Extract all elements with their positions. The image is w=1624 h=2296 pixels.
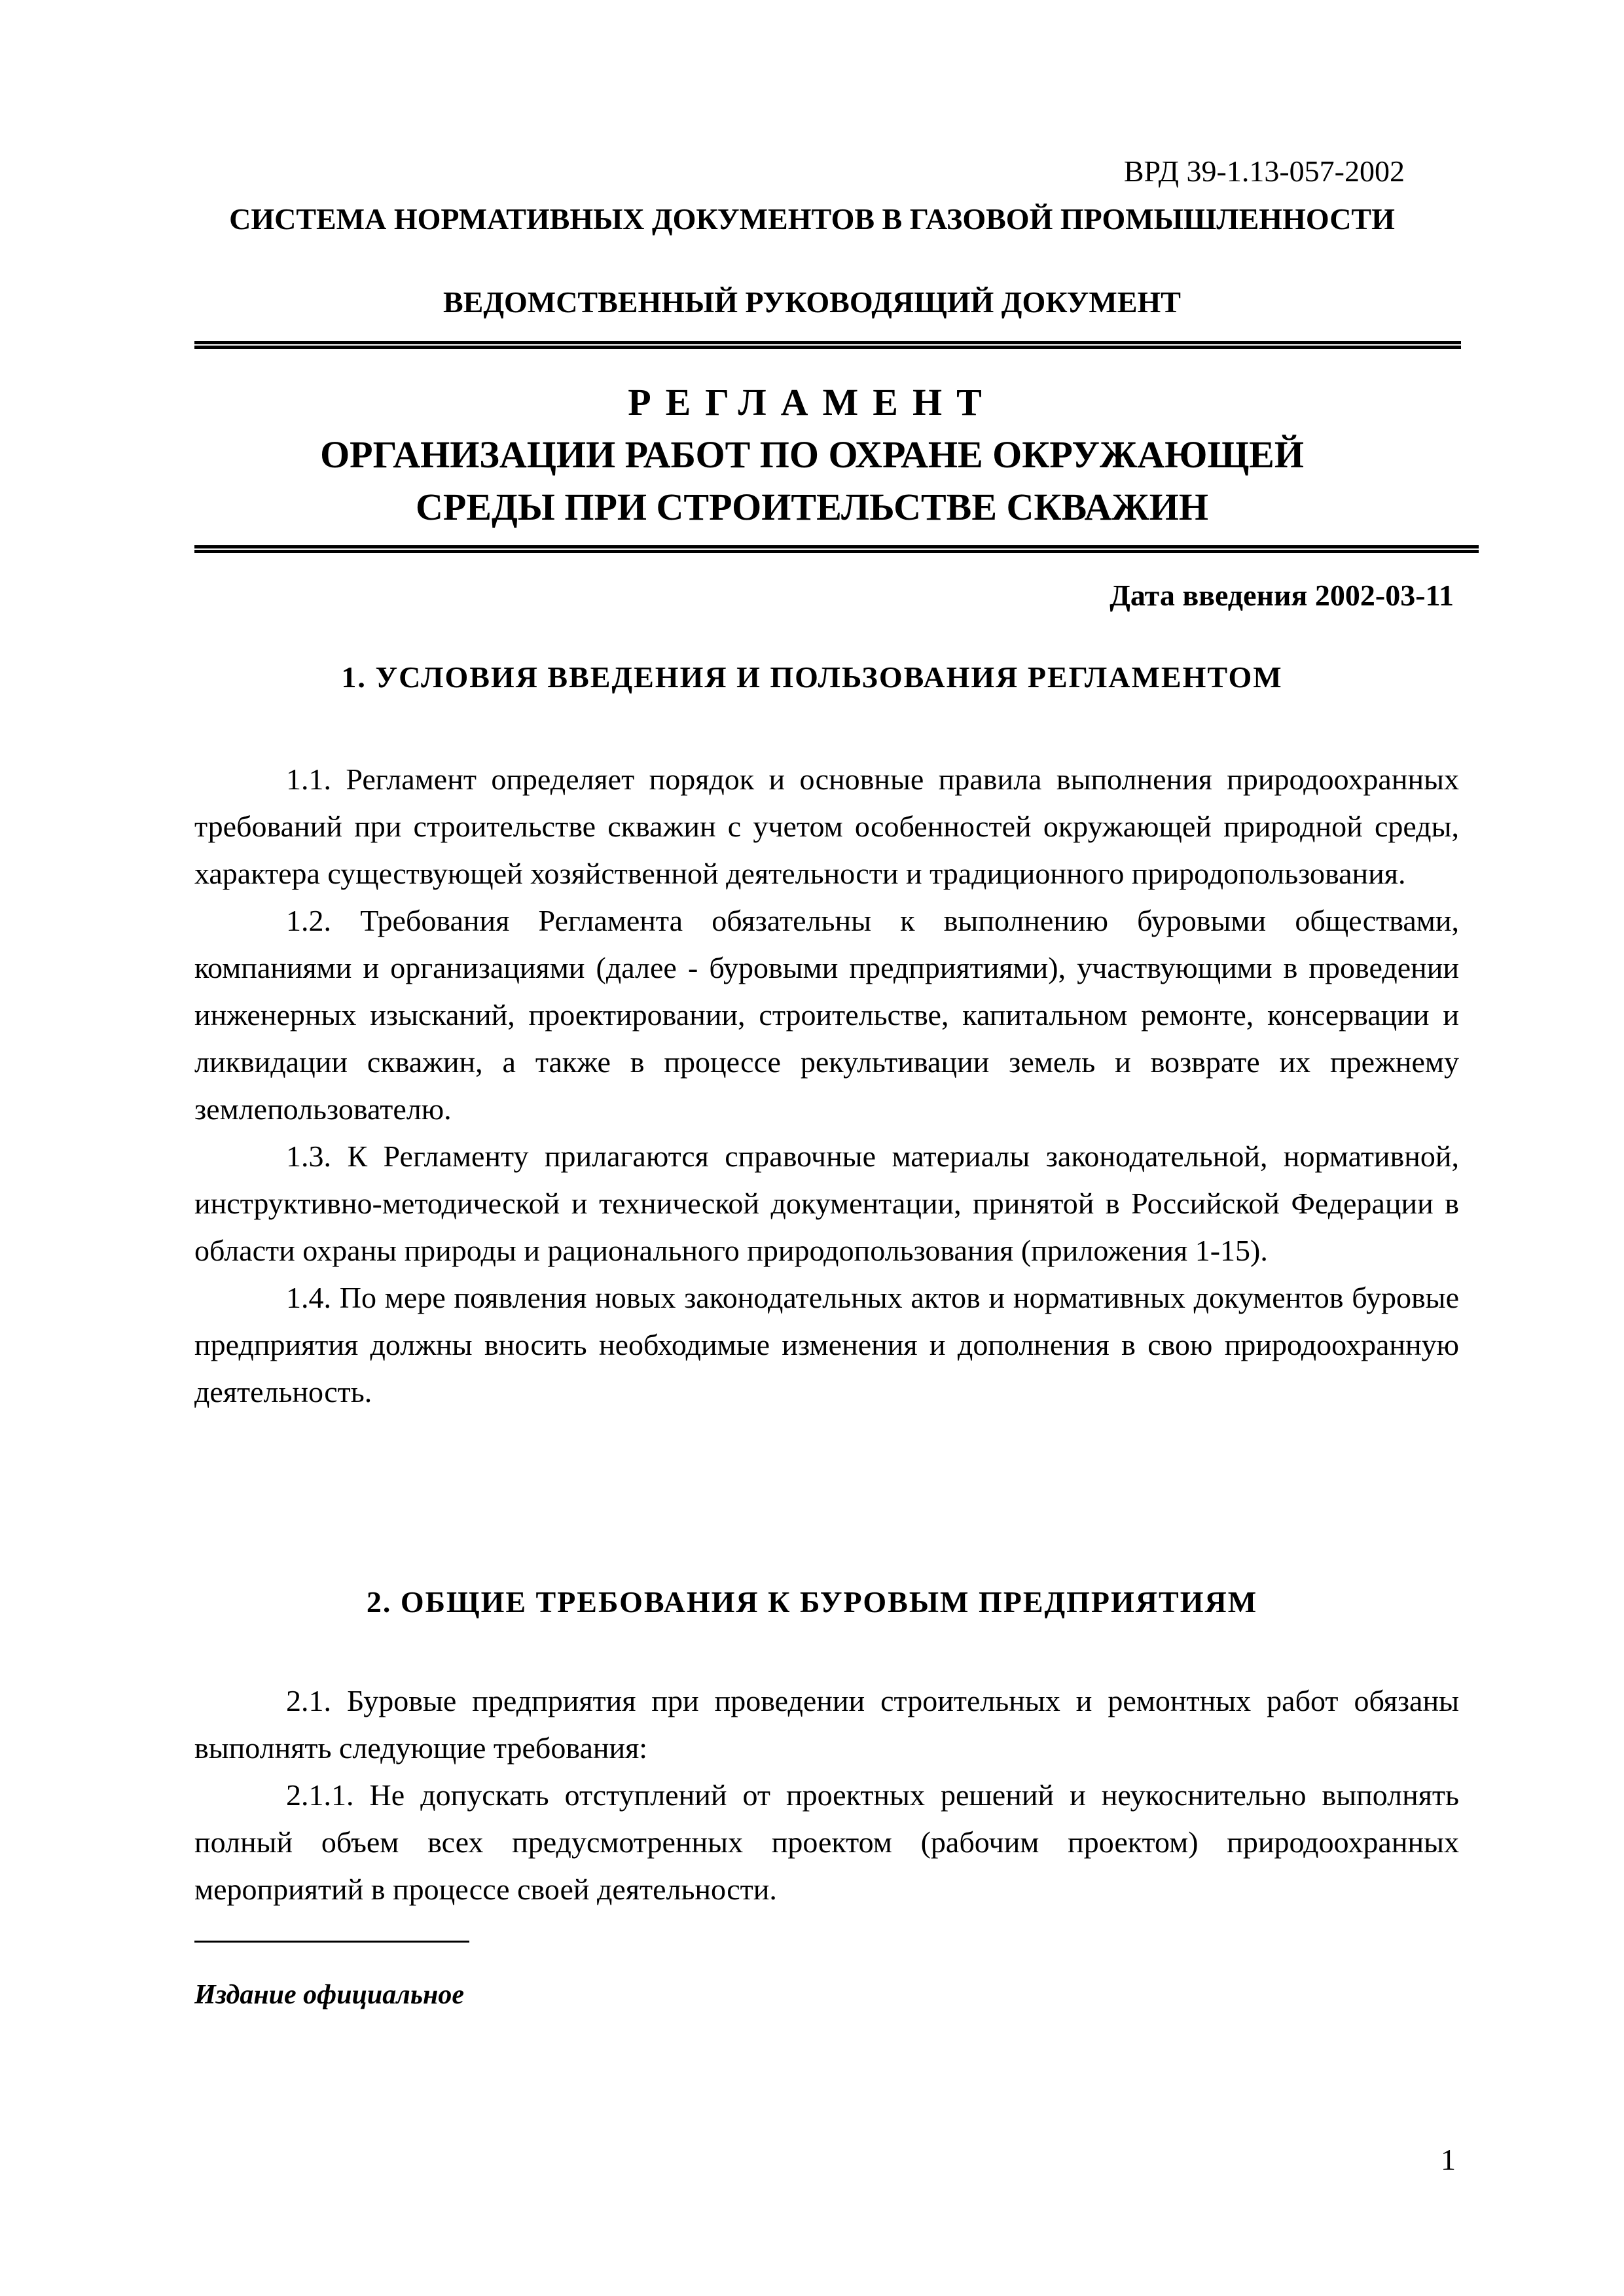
document-type: ВЕДОМСТВЕННЫЙ РУКОВОДЯЩИЙ ДОКУМЕНТ: [443, 285, 1181, 319]
document-title-line-2: ОРГАНИЗАЦИИ РАБОТ ПО ОХРАНЕ ОКРУЖАЮЩЕЙ: [320, 433, 1304, 476]
paragraph-1-4: 1.4. По мере появления новых законодательных актов и нормативных документов буровые предприятия должны вносить необходимые изменения и дополнения в свою природоохранную деятельность.: [194, 1281, 1459, 1408]
paragraph-2-1: 2.1. Буровые предприятия при проведении строительных и ремонтных работ обязаны выполнять следующие требования:: [194, 1684, 1459, 1765]
footnote-separator: [194, 1941, 469, 1943]
section-1-body: [194, 756, 1459, 1416]
page-number: 1: [1441, 2143, 1456, 2176]
title-top-double-rule: [194, 341, 1461, 349]
official-edition-note: Издание официальное: [194, 1980, 465, 2010]
document-title-line-3: СРЕДЫ ПРИ СТРОИТЕЛЬСТВЕ СКВАЖИН: [415, 486, 1208, 528]
section-1-heading: 1. УСЛОВИЯ ВВЕДЕНИЯ И ПОЛЬЗОВАНИЯ РЕГЛАМЕНТОМ: [341, 660, 1283, 694]
section-2-body: [194, 1677, 1459, 1913]
paragraph-2-1-1: 2.1.1. Не допускать отступлений от проектных решений и неукоснительно выполнять полный объем всех предусмотренных проектом (рабочим проектом) природоохранных мероприятий в процессе своей деятельности.: [194, 1778, 1459, 1906]
introduction-date: Дата введения 2002-03-11: [1110, 579, 1454, 612]
document-code: ВРД 39-1.13-057-2002: [1123, 154, 1405, 188]
document-title-line-1: РЕГЛАМЕНТ: [628, 381, 996, 423]
title-bottom-double-rule: [194, 545, 1479, 553]
paragraph-1-1: 1.1. Регламент определяет порядок и основные правила выполнения природоохранных требований при строительстве скважин с учетом особенностей окружающей природной среды, характера существующей хозяйственной деятельности и традиционного природопользования.: [194, 762, 1459, 890]
paragraph-1-3: 1.3. К Регламенту прилагаются справочные материалы законодательной, нормативной, инструктивно-методической и технической документации, принятой в Российской Федерации в области охраны природы и рационального природопользования (приложения 1-15).: [194, 1139, 1459, 1267]
system-title: СИСТЕМА НОРМАТИВНЫХ ДОКУМЕНТОВ В ГАЗОВОЙ ПРОМЫШЛЕННОСТИ: [229, 202, 1395, 236]
paragraph-1-2: 1.2. Требования Регламента обязательны к выполнению буровыми обществами, компаниями и организациями (далее - буровыми предприятиями), участвующими в проведении инженерных изысканий, проектировании, строительстве, капитальном ремонте, консервации и ликвидации скважин, а также в процессе рекультивации земель и возврате их прежнему землепользователю.: [194, 904, 1459, 1126]
section-2-heading: 2. ОБЩИЕ ТРЕБОВАНИЯ К БУРОВЫМ ПРЕДПРИЯТИЯМ: [366, 1585, 1258, 1619]
document-title: [0, 376, 1624, 533]
